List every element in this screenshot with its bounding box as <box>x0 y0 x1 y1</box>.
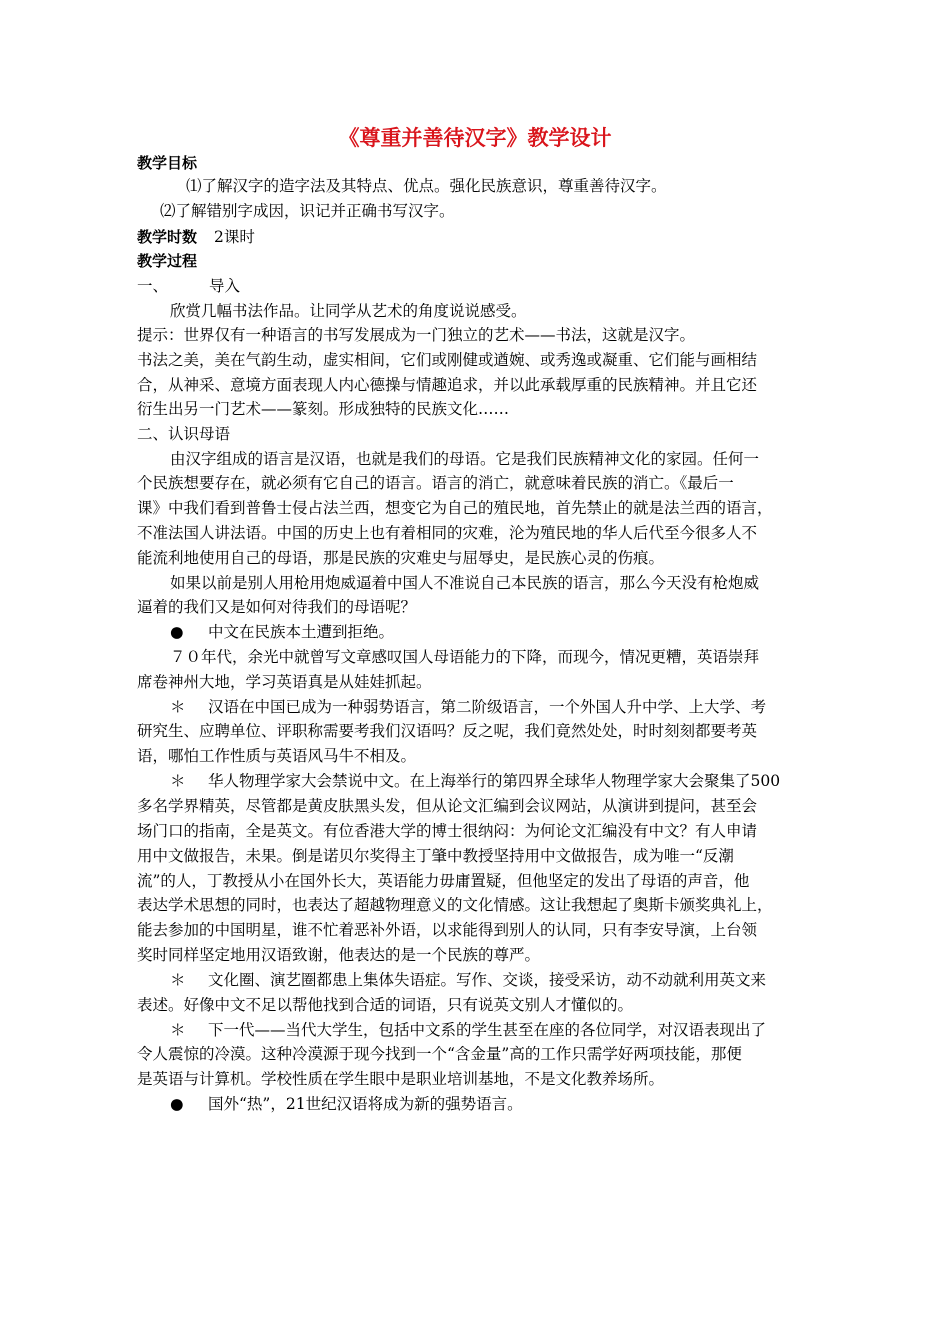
bullet-dot-icon: ● <box>170 623 184 641</box>
text-line: 表述。好像中文不足以帮他找到合适的词语，只有说英文别人才懂似的。 <box>137 996 634 1014</box>
text-line: 不准法国人讲法语。中国的历史上也有着相同的灾难，沦为殖民地的华人后代至今很多人不 <box>137 524 758 542</box>
star-item <box>170 1019 766 1041</box>
star-item <box>170 696 766 718</box>
text-line: 表达学术思想的同时，也表达了超越物理意义的文化情感。这让我想起了奥斯卡颁奖典礼上， <box>137 896 773 914</box>
text-line: 奖时同样坚定地用汉语致谢，他表达的是一个民族的尊严。 <box>137 946 541 964</box>
star-text: 下一代——当代大学生，包括中文系的学生甚至在座的各位同学，对汉语表现出了 <box>208 1021 767 1039</box>
section1-title: 导入 <box>208 277 240 295</box>
text-line: 个民族想要存在，就必须有它自己的语言。语言的消亡，就意味着民族的消亡。《最后一 <box>137 474 734 492</box>
bullet-item <box>170 621 394 643</box>
text-line: 场门口的指南，全是英文。有位香港大学的博士很纳闷：为何论文汇编没有中文？有人申请 <box>137 822 758 840</box>
bullet-text: 中文在民族本土遭到拒绝。 <box>208 623 395 641</box>
star-text: 华人物理学家大会禁说中文。在上海举行的第四界全球华人物理学家大会聚集了500 <box>208 772 781 790</box>
hours-heading: 教学时数 <box>137 228 198 246</box>
text-line: 书法之美，美在气韵生动，虚实相间，它们或刚健或遒婉、或秀逸或凝重、它们能与画相结 <box>137 351 758 369</box>
text-line: 是英语与计算机。学校性质在学生眼中是职业培训基地，不是文化教养场所。 <box>137 1070 665 1088</box>
text-line: 令人震惊的冷漠。这种冷漠源于现今找到一个“含金量”高的工作只需学好两项技能，那便 <box>137 1045 742 1063</box>
text-line: ７０年代，余光中就曾写文章感叹国人母语能力的下降，而现今，情况更糟，英语崇拜 <box>170 648 760 666</box>
text-line: 多名学界精英，尽管都是黄皮肤黑头发，但从论文汇编到会议网站，从演讲到提问，甚至会 <box>137 797 758 815</box>
star-item <box>170 770 780 792</box>
text-line: 席卷神州大地，学习英语真是从娃娃抓起。 <box>137 673 432 691</box>
asterisk-icon: ＊ <box>170 1021 186 1039</box>
text-line: 如果以前是别人用枪用炮威逼着中国人不准说自己本民族的语言，那么今天没有枪炮威 <box>170 574 760 592</box>
section2-heading: 二、认识母语 <box>137 425 231 443</box>
text-line: 衍生出另一门艺术——篆刻。形成独特的民族文化…… <box>137 400 510 418</box>
star-text: 文化圈、演艺圈都患上集体失语症。写作、交谈，接受采访，动不动就利用英文来 <box>208 971 767 989</box>
asterisk-icon: ＊ <box>170 772 186 790</box>
text-line: 提示：世界仅有一种语言的书写发展成为一门独立的艺术——书法，这就是汉字。 <box>137 326 696 344</box>
text-line: 合，从神采、意境方面表现人内心德操与情趣追求，并以此承载厚重的民族精神。并且它还 <box>137 376 758 394</box>
text-line: 由汉字组成的语言是汉语，也就是我们的母语。它是我们民族精神文化的家园。任何一 <box>170 450 760 468</box>
objectives-heading: 教学目标 <box>137 154 198 172</box>
objective-2: ⑵了解错别字成因，识记并正确书写汉字。 <box>160 202 455 220</box>
bullet-item <box>170 1093 523 1115</box>
text-line: 欣赏几幅书法作品。让同学从艺术的角度说说感受。 <box>170 302 527 320</box>
objective-1: ⑴了解汉字的造字法及其特点、优点。强化民族意识，尊重善待汉字。 <box>186 177 667 195</box>
hours-row <box>137 226 255 248</box>
text-line: 逼着的我们又是如何对待我们的母语呢？ <box>137 598 417 616</box>
text-line: 课》中我们看到普鲁士侵占法兰西，想变它为自己的殖民地，首先禁止的就是法兰西的语言， <box>137 499 773 517</box>
document-title: 《尊重并善待汉字》教学设计 <box>338 126 612 150</box>
text-line: 用中文做报告，未果。倒是诺贝尔奖得主丁肇中教授坚持用中文做报告，成为唯一“反潮 <box>137 847 734 865</box>
section1-number: 一、 <box>137 277 169 295</box>
asterisk-icon: ＊ <box>170 971 186 989</box>
section1-heading <box>137 275 240 297</box>
text-line: 流”的人，丁教授从小在国外长大，英语能力毋庸置疑，但他坚定的发出了母语的声音，他 <box>137 872 750 890</box>
text-line: 能去参加的中国明星，谁不忙着恶补外语，以求能得到别人的认同，只有李安导演，上台领 <box>137 921 758 939</box>
hours-value: 2课时 <box>213 228 255 246</box>
text-line: 语，哪怕工作性质与英语风马牛不相及。 <box>137 747 417 765</box>
star-text: 汉语在中国已成为一种弱势语言，第二阶级语言，一个外国人升中学、上大学、考 <box>208 698 767 716</box>
bullet-text: 国外“热”，21世纪汉语将成为新的强势语言。 <box>208 1095 523 1113</box>
asterisk-icon: ＊ <box>170 698 186 716</box>
process-heading: 教学过程 <box>137 252 198 270</box>
text-line: 研究生、应聘单位、评职称需要考我们汉语吗？反之呢，我们竟然处处，时时刻刻都要考英 <box>137 722 758 740</box>
text-line: 能流利地使用自己的母语，那是民族的灾难史与屈辱史，是民族心灵的伤痕。 <box>137 549 665 567</box>
star-item <box>170 969 766 991</box>
bullet-dot-icon: ● <box>170 1095 184 1113</box>
